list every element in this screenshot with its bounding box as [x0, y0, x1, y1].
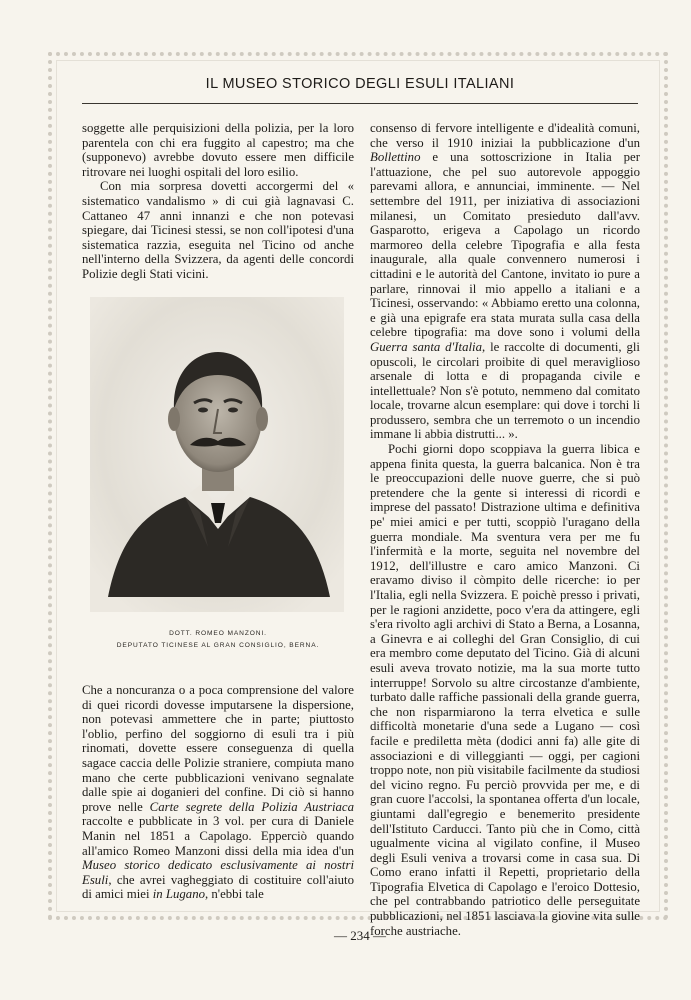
paragraph: Con mia sorpresa dovetti accorgermi del « sistematico vandalismo » di cui già lagnavasi C. Cattaneo 47 anni innanzi e che non potevasi spiegare, dai Ticinesi stessi, se non coll'ipotesi d'una sistematica razzia, eseguita nel Ticino od anche nell'interno della Svizzera, da agenti delle concordi Polizie degli Stati vicini.: [82, 179, 354, 281]
italic-title: Bollettino: [370, 150, 421, 165]
text-run: , che avrei vagheggiato di costituire coll'aiuto di amici miei: [82, 872, 354, 902]
text-run: e una sottoscrizione in Italia per l'attuazione, che pel suo autorevole appoggio parevami allora, e annunciai, imminente. — Nel settembre del 1911, per iniziativa di associazioni milanesi, un Comitato presieduto dall'avv. Gasparotto, erigeva a Capolago un ricordo marmoreo della celebre Tipografia e alla festa inaugurale, alla quale convennero numerosi i cittadini e le autorità del Cantone, invitato io pure a parlare, rinnovai il mio appello a italiani e a Ticinesi, osservando: « Abbiamo eretto una colonna, e già una epigrafe era stata murata sulla casa della celebre tipografia: ma dove sono i volumi della: [370, 150, 640, 340]
italic-title: Museo storico dedicato esclusivamente ai nostri Esuli: [82, 858, 354, 887]
header-rule: [82, 103, 638, 104]
portrait-photo: [90, 297, 344, 612]
text-run: , n'ebbi tale: [205, 887, 264, 902]
text-run: , le raccolte di documenti, gli opuscoli, le circolari proibite di quel meraviglioso arsenale di lotta e di propaganda civile e intellettuale? Non s'è potuto, nemmeno dal comitato locale, trovarne alcun esemplare: qui dove i torchi li produssero, sembra che un terremoto o un incendio immane li abbia distrutti... ».: [370, 339, 640, 442]
running-head: IL MUSEO STORICO DEGLI ESULI ITALIANI: [205, 76, 515, 92]
left-column-bottom: [82, 683, 354, 902]
text-run: consenso di fervore intelligente e d'idealità comuni, che verso il 1910 iniziai la pubblicazione d'un: [370, 121, 640, 150]
photo-caption-name: DOTT. ROMEO MANZONI.: [169, 630, 267, 637]
text-run: raccolte e pubblicate in 3 vol. per cura di Daniele Manin nel 1851 a Capolago. Epperciò quando all'amico Romeo Manzoni dissi della mia idea d'un: [82, 814, 354, 858]
left-column-top: [82, 121, 354, 282]
italic-place: in Lugano: [152, 887, 205, 902]
page-number: — 234 —: [334, 928, 386, 943]
paragraph: [370, 121, 640, 442]
photo-caption-role: DEPUTATO TICINESE AL GRAN CONSIGLIO, BERNA.: [116, 642, 320, 649]
italic-title: Carte segrete della Polizia Austriaca: [149, 799, 354, 814]
right-column: [370, 121, 640, 938]
paragraph: Pochi giorni dopo scoppiava la guerra libica e appena finita questa, la guerra balcanica. Non è tra le preoccupazioni delle nuove guerre, che si può pretendere che la gente si interessi di ricordi e imprese del passato! Distrazione ultima e definitiva pe' miei amici e per tutti, scoppiò l'uragano della guerra mondiale. Ma sventura vera per me fu l'infermità e la morte, seguita nel novembre del 1912, dell'illustre e caro amico Manzoni. Ci eravamo diviso il còmpito delle ricerche: io per l'Italia, egli nella Svizzera. E poichè presso i privati, per le ragioni anzidette, poco v'era da attingere, egli s'era rivolto agli archivi di Stato a Berna, a Losanna, a Ginevra e ai colleghi del Gran Consiglio, di cui era membro come deputato del Ticino. Già di alcuni esuli aveva trovato notizie, ma la sua morte tutto interruppe! Sorvolo su altre circostanze d'ambiente, turbato dalle raffiche passionali della grande guerra, che non risparmiarono la terra elvetica e sulle difficoltà monetarie d'una sede a Lugano — così facile e prediletta mèta (dodici anni fa) alle gite di associazioni e di villeggianti — oggi, per cagioni troppo note, non più visitabile facilmente da studiosi del vicino regno. Fu perciò provvida per me, e di gran cuore l'accolsi, la spontanea offerta d'un locale, giuntami dall'egregio e benemerito presidente dell'Istituto Carducci. Tanto più che in Como, città ugualmente vicina al vigilato confine, il Museo degli Esuli veniva a trovarsi come in casa sua. Di Como erano infatti il Repetti, proprietario della Tipografia Elvetica di Capolago e l'eroico Dottesio, che pel contrabbando patriotico delle perseguitate pubblicazioni, nel 1851 lasciava la giovine vita sulle forche austriache.: [370, 442, 640, 938]
paragraph: [82, 683, 354, 902]
paragraph: soggette alle perquisizioni della polizia, per la loro parentela con chi era fuggito al capestro; ma che (supponevo) avrebbe dovuto essere men difficile ritrovare nei luoghi ospitali del loro esilio.: [82, 121, 354, 179]
text-run: Che a noncuranza o a poca comprensione del valore di quei ricordi dovesse imputarsene la dispersione, non potevasi ammettere che in parte; piuttosto l'oblio, perfino del soggiorno di esuli tra i più rinomati, dovette essere conseguenza di quella sagace caccia delle Polizie straniere, compiuta mano mano che certe pubblicazioni venivano segnalate dalle spie ai doganieri del confine. Di ciò si hanno prove nelle: [82, 683, 354, 814]
portrait-illustration: [90, 297, 344, 612]
italic-title: Guerra santa d'Italia: [370, 339, 483, 354]
